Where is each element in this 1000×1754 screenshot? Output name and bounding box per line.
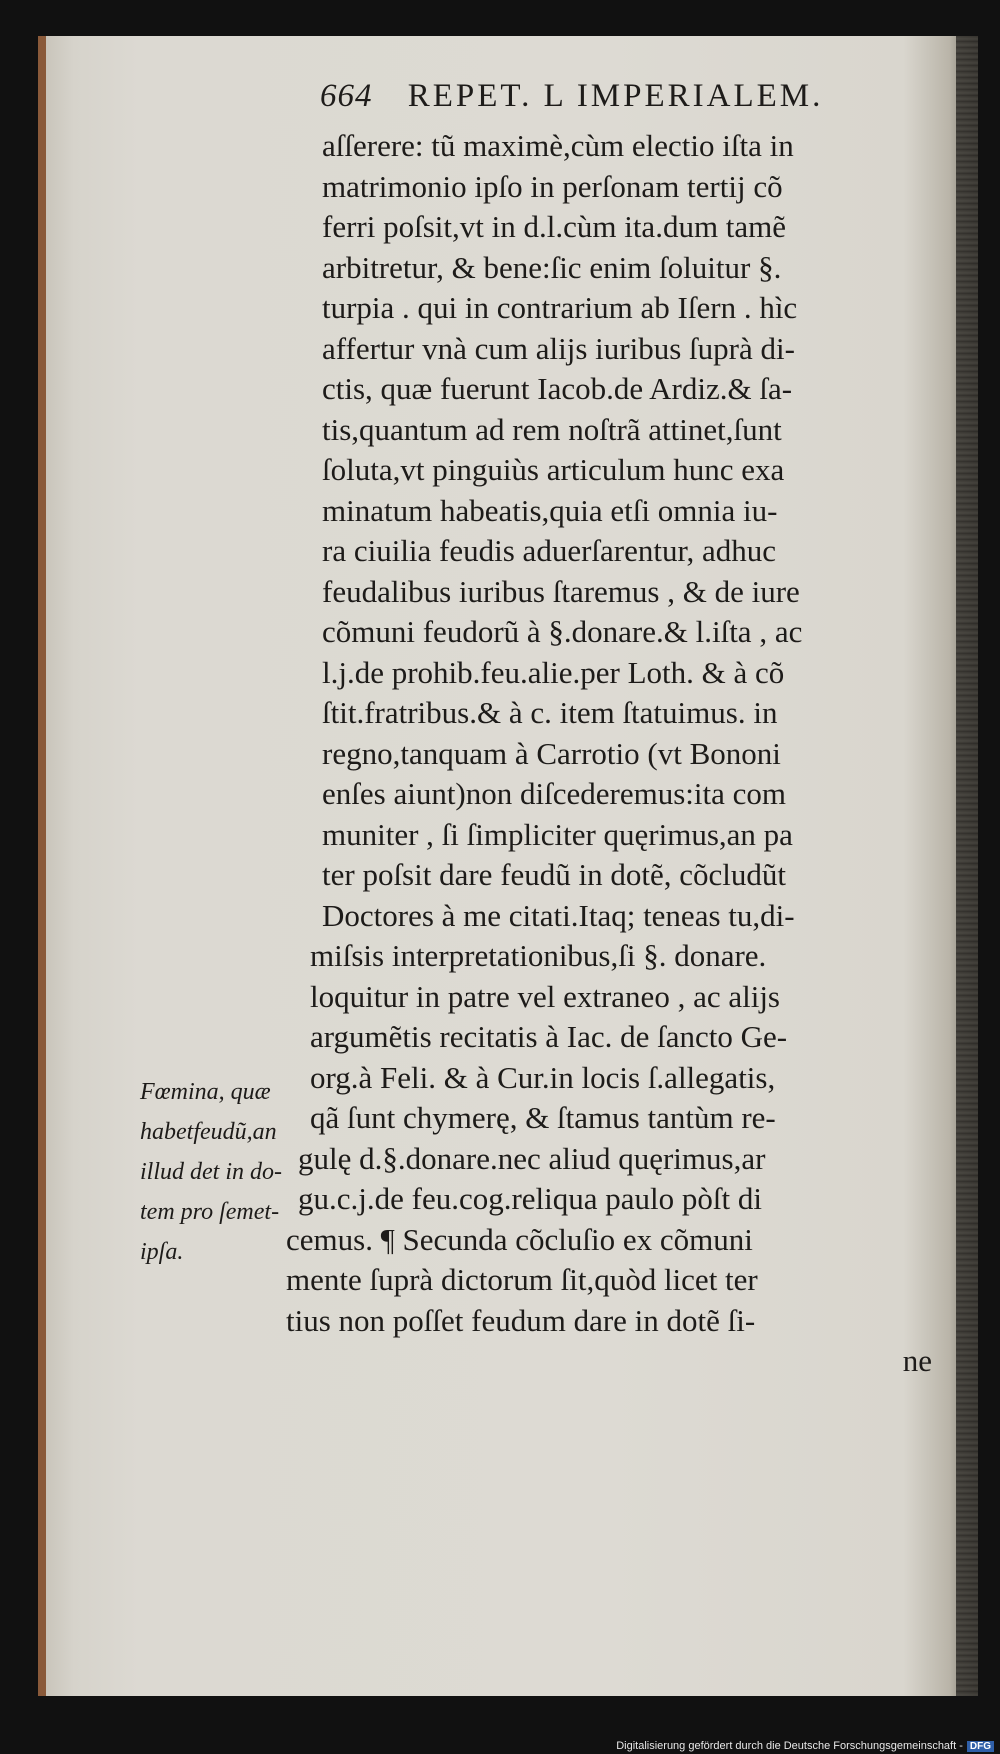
text-line: ſoluta,vt pinguiùs articulum hunc exa: [322, 452, 785, 487]
text-line: tis,quantum ad rem noſtrã attinet,ſunt: [322, 411, 782, 447]
text-line: enſes aiunt)non diſcederemus:ita com: [322, 776, 786, 811]
credit-text: Digitalisierung gefördert durch die Deutsche Forschungsgemeinschaft -: [616, 1740, 963, 1752]
text-line: gu.c.j.de feu.cog.reliqua paulo pòſt di: [298, 1181, 763, 1216]
text-line: org.à Feli. & à Cur.in locis ſ.allegatis,: [310, 1059, 776, 1095]
marginal-line: tem pro ſemet-: [140, 1199, 280, 1225]
text-line: turpia . qui in contrarium ab Iſern . hìc: [322, 290, 798, 325]
text-line: feudalibus iuribus ſtaremus , & de iure: [322, 573, 800, 609]
text-line: cemus. ¶ Secunda cõcluſio ex cõmuni: [286, 1221, 753, 1257]
text-line: Doctores à me citati.Itaq; teneas tu,di-: [322, 897, 795, 933]
text-line: ter poſsit dare feudũ in dotẽ, cõcludũt: [322, 857, 787, 892]
text-line: mente ſuprà dictorum ſit,quòd licet ter: [286, 1262, 758, 1297]
running-title: REPET. L IMPERIALEM.: [407, 78, 824, 114]
main-text-block: [286, 126, 976, 1382]
marginal-line: ipſa.: [140, 1239, 184, 1265]
text-line: miſsis interpretationibus,ſi §. donare.: [310, 938, 767, 973]
catchword: ne: [902, 1343, 932, 1378]
text-line: l.j.de prohib.feu.alie.per Loth. & à cõ: [322, 654, 785, 690]
text-line: ferri poſsit,vt in d.l.cùm ita.dum tamẽ: [322, 209, 787, 244]
text-line: muniter , ſi ſimpliciter quęrimus,an pa: [322, 816, 793, 852]
text-line: cõmuni feudorũ à §.donare.& l.iſta , ac: [322, 614, 803, 649]
text-line: tius non poſſet feudum dare in dotẽ ſi-: [286, 1302, 756, 1338]
text-line: regno,tanquam à Carrotio (vt Bononi: [322, 735, 781, 771]
text-line: gulę d.§.donare.nec aliud quęrimus,ar: [298, 1140, 766, 1176]
text-line: ſtit.fratribus.& à c. item ſtatuimus. in: [322, 695, 778, 730]
marginal-line: illud det in do-: [140, 1159, 282, 1185]
text-line: ra ciuilia feudis aduerſarentur, adhuc: [322, 533, 777, 568]
text-line: matrimonio ipſo in perſonam tertij cõ: [322, 168, 783, 204]
dfg-logo: DFG: [967, 1741, 994, 1752]
text-line: loquitur in patre vel extraneo , ac alijs: [310, 978, 780, 1014]
marginal-line: Fœmina, quæ: [140, 1079, 271, 1105]
digitization-credit: [616, 1740, 994, 1752]
page-number: 664: [320, 78, 373, 114]
text-line: ctis, quæ fuerunt Iacob.de Ardiz.& ſa-: [322, 371, 793, 406]
text-line: qã ſunt chymerę, & ſtamus tantùm re-: [310, 1100, 776, 1135]
text-line: minatum habeatis,quia etſi omnia iu-: [322, 492, 778, 528]
marginal-note: [140, 1072, 300, 1272]
text-line: argumẽtis recitatis à Iac. de ſancto Ge-: [310, 1019, 788, 1054]
text-line: affertur vnà cum alijs iuribus ſuprà di-: [322, 330, 795, 366]
running-header: [320, 78, 823, 115]
text-line: arbitretur, & bene:ſic enim ſoluitur §.: [322, 249, 782, 285]
marginal-line: habetfeudũ,an: [140, 1119, 277, 1145]
text-line: aſſerere: tũ maximè,cùm electio iſta in: [322, 128, 794, 163]
